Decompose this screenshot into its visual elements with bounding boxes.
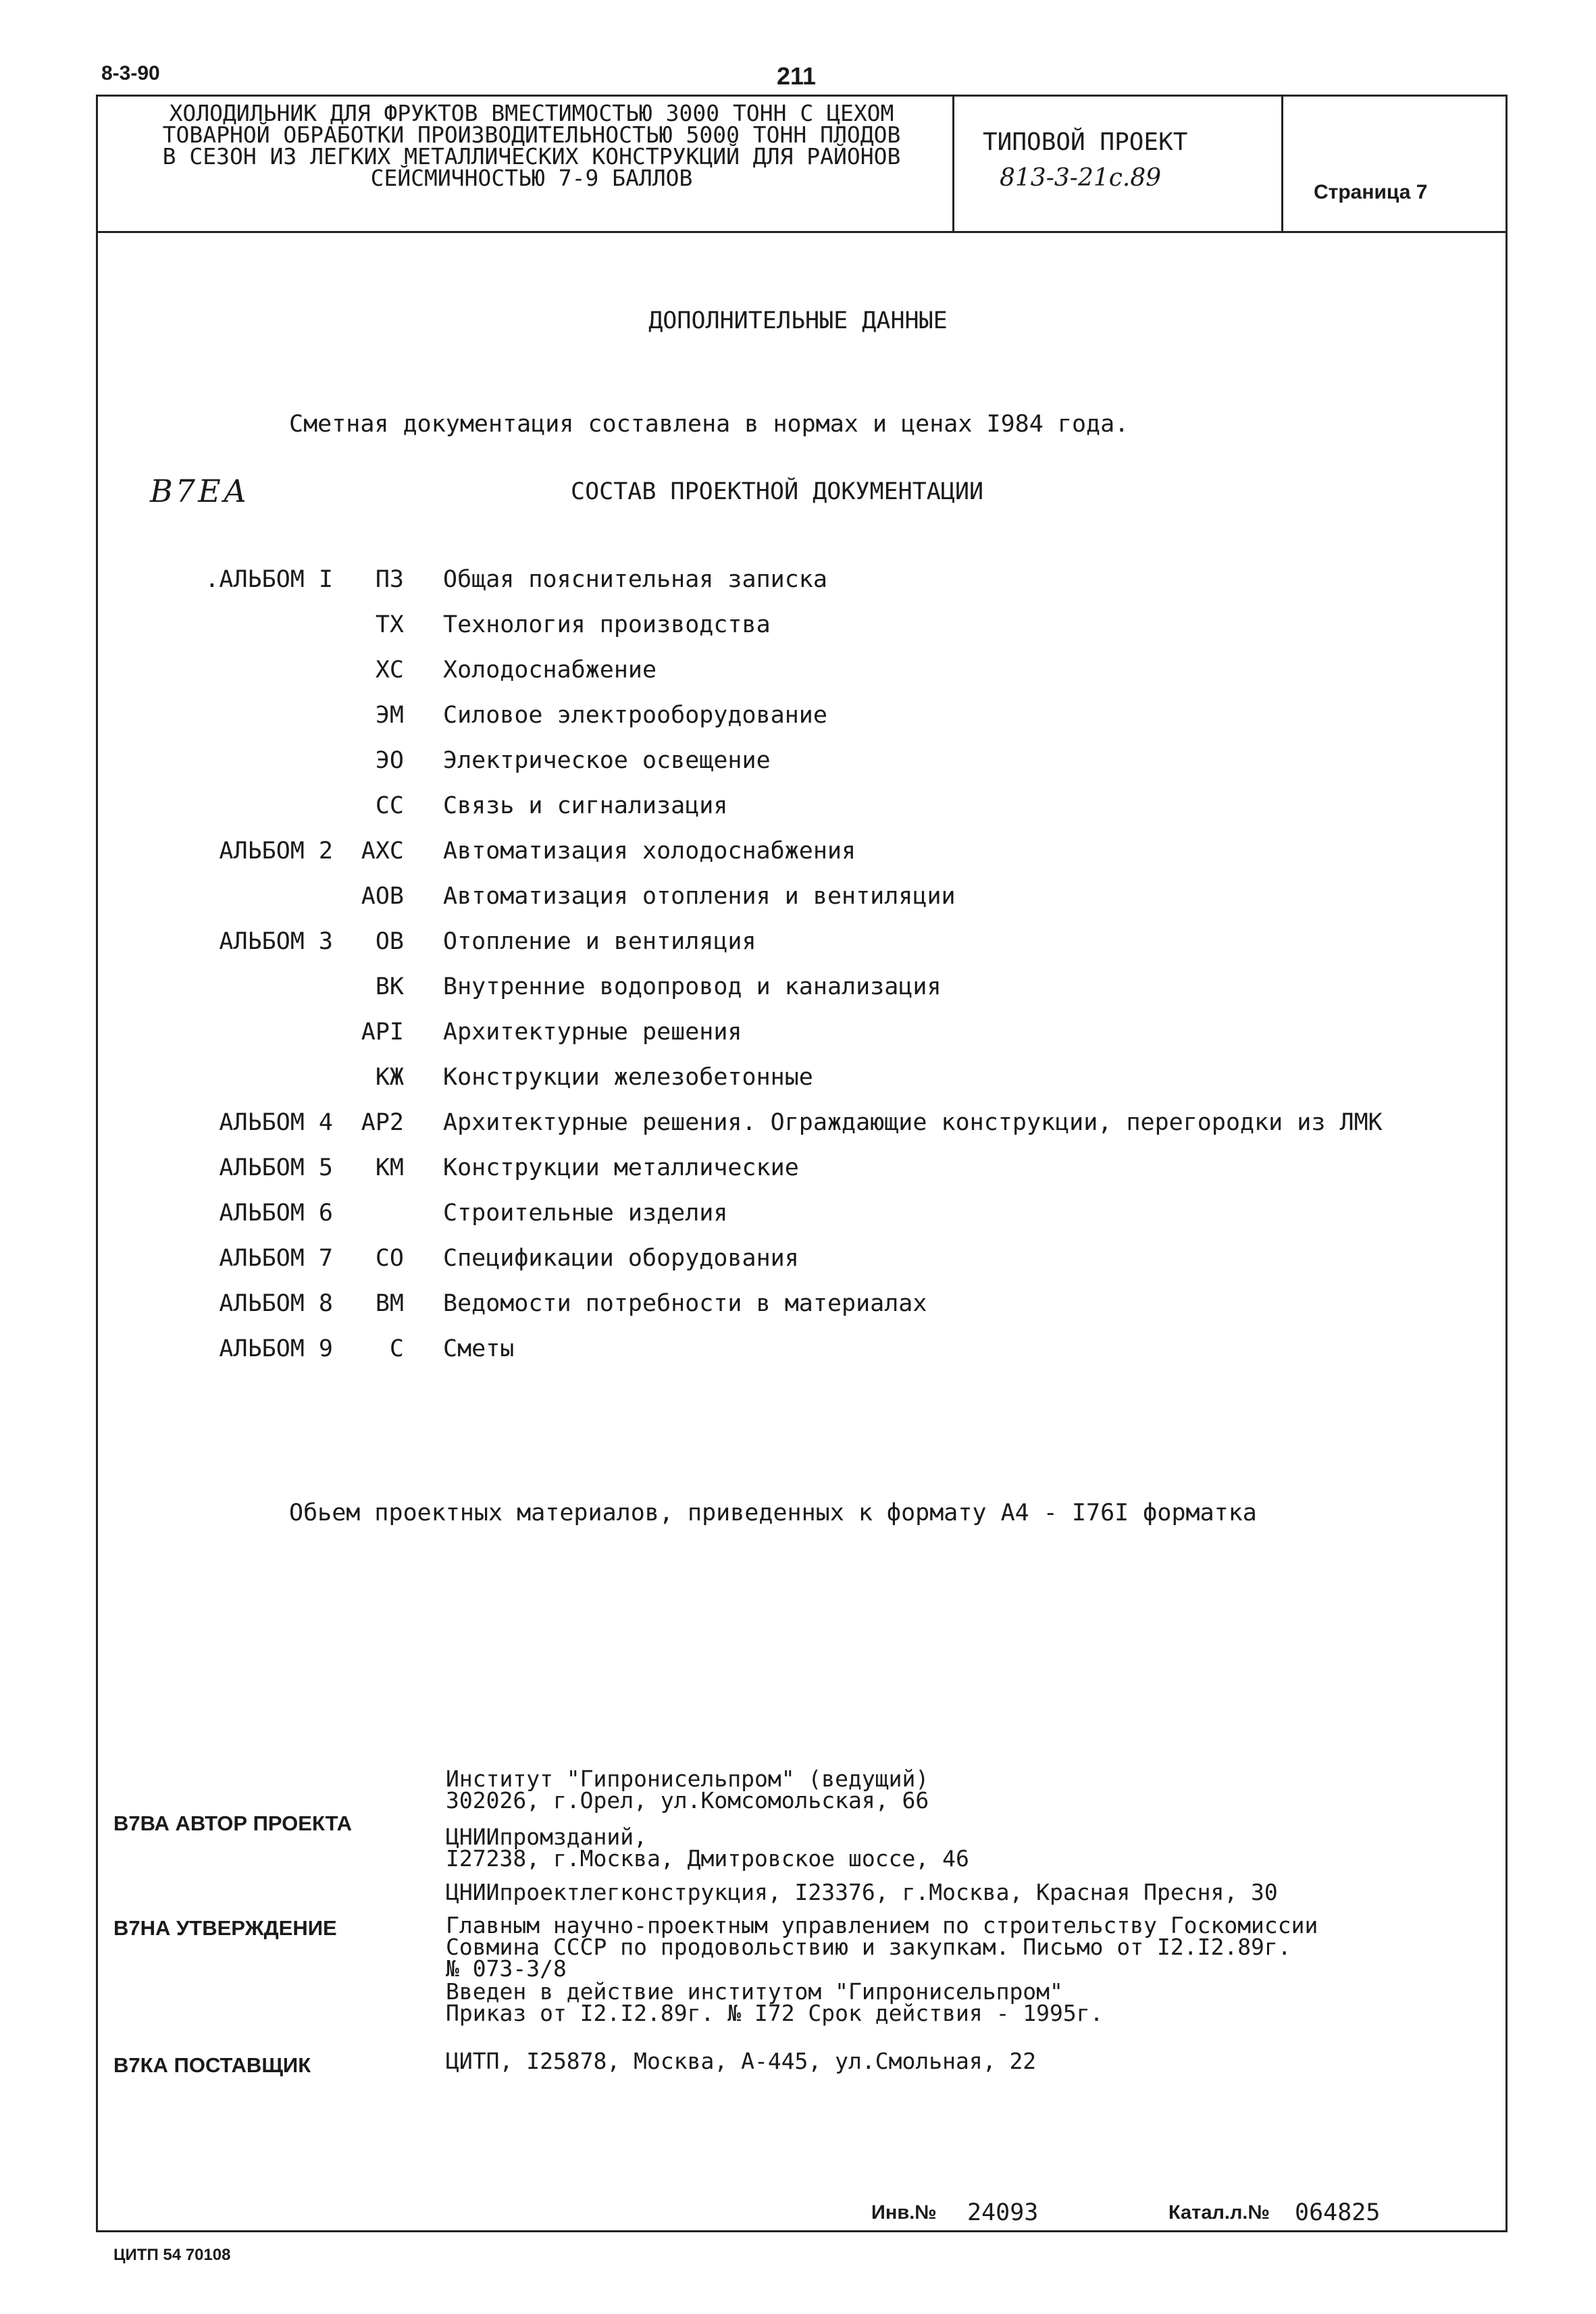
section-code: ВК <box>375 973 404 1000</box>
author-line: ЦНИИпромзданий, <box>446 1824 648 1850</box>
section-description: Силовое электрооборудование <box>443 702 827 729</box>
section-description: Ведомости потребности в материалах <box>443 1290 927 1317</box>
print-code: ЦИТП 54 70108 <box>113 2246 231 2264</box>
list-item <box>0 1154 1596 1193</box>
section-code: СО <box>375 1245 404 1272</box>
album-label: .АЛЬБОМ I <box>205 566 333 593</box>
section-description: Архитектурные решения <box>443 1019 742 1046</box>
approval-line: Совмина СССР по продовольствию и закупкам. Письмо от I2.I2.89г. <box>446 1934 1291 1960</box>
section-description: Автоматизация отопления и вентиляции <box>443 883 956 910</box>
album-label: АЛЬБОМ 9 <box>219 1335 333 1362</box>
album-label: АЛЬБОМ 3 <box>219 928 333 955</box>
approval-line: № 073-3/8 <box>446 1955 567 1982</box>
approval-line: Введен в действие институтом "Гипронисельпром" <box>446 1978 1063 2005</box>
section-code: ОВ <box>375 928 404 955</box>
list-item <box>0 657 1596 696</box>
section-description: Технология производства <box>443 611 771 638</box>
section-code: АРI <box>361 1019 404 1046</box>
section-description: Отопление и вентиляция <box>443 928 756 955</box>
list-item <box>0 1064 1596 1103</box>
section-code: КЖ <box>375 1064 404 1091</box>
section-code: АХС <box>361 838 404 865</box>
section-description: Строительные изделия <box>443 1200 728 1227</box>
section-description: Автоматизация холодоснабжения <box>443 838 856 865</box>
list-item <box>0 611 1596 650</box>
page-number: 211 <box>777 62 817 90</box>
estimate-note: Сметная документация составлена в нормах и ценах I984 года. <box>289 411 1129 438</box>
section-code: ТХ <box>375 611 404 638</box>
album-label: АЛЬБОМ 2 <box>219 838 333 865</box>
album-label: АЛЬБОМ 4 <box>219 1109 333 1136</box>
section-description: Сметы <box>443 1335 515 1362</box>
list-item <box>0 1109 1596 1148</box>
list-item <box>0 1200 1596 1239</box>
list-item <box>0 1245 1596 1284</box>
list-item <box>0 702 1596 741</box>
handwritten-code: В7ЕА <box>150 473 250 509</box>
list-item <box>0 973 1596 1012</box>
author-line: ЦНИИпроектлегконструкция, I23376, г.Москва, Красная Пресня, 30 <box>446 1879 1278 1905</box>
section-title: ДОПОЛНИТЕЛЬНЫЕ ДАННЫЕ <box>648 307 948 334</box>
title-block-divider <box>1281 95 1283 233</box>
section-code: ЭО <box>375 747 404 774</box>
section-code: ХС <box>375 657 404 684</box>
supplier-label: В7КА ПОСТАВЩИК <box>113 2053 311 2077</box>
author-label: В7ВА АВТОР ПРОЕКТА <box>113 1811 353 1835</box>
doc-code: 8-3-90 <box>101 62 160 84</box>
section-description: Электрическое освещение <box>443 747 771 774</box>
author-line: 302026, г.Орел, ул.Комсомольская, 66 <box>446 1787 929 1814</box>
list-item <box>0 883 1596 922</box>
album-label: АЛЬБОМ 7 <box>219 1245 333 1272</box>
composition-title: СОСТАВ ПРОЕКТНОЙ ДОКУМЕНТАЦИИ <box>571 478 984 505</box>
page-label: Страница 7 <box>1314 181 1428 203</box>
approval-label: В7НА УТВЕРЖДЕНИЕ <box>113 1916 337 1940</box>
list-item <box>0 566 1596 605</box>
section-code: СС <box>375 792 404 819</box>
section-code: ПЗ <box>375 566 404 593</box>
section-description: Внутренние водопровод и канализация <box>443 973 942 1000</box>
list-item <box>0 838 1596 877</box>
inventory-number: 24093 <box>967 2199 1039 2226</box>
section-description: Конструкции металлические <box>443 1154 799 1181</box>
section-description: Спецификации оборудования <box>443 1245 799 1272</box>
section-code: АР2 <box>361 1109 404 1136</box>
section-description: Общая пояснительная записка <box>443 566 827 593</box>
section-code: КМ <box>375 1154 404 1181</box>
section-code: АОВ <box>361 883 404 910</box>
section-description: Конструкции железобетонные <box>443 1064 813 1091</box>
project-title-line: ХОЛОДИЛЬНИК ДЛЯ ФРУКТОВ ВМЕСТИМОСТЬЮ 3000 ТОНН С ЦЕХОМ <box>169 100 894 126</box>
title-block-divider <box>952 95 954 233</box>
list-item <box>0 1019 1596 1058</box>
author-line: Институт "Гипронисельпром" (ведущий) <box>446 1766 929 1792</box>
section-code: ВМ <box>375 1290 404 1317</box>
list-item <box>0 747 1596 786</box>
project-title-line: В СЕЗОН ИЗ ЛЕГКИХ МЕТАЛЛИЧЕСКИХ КОНСТРУКЦИЙ ДЛЯ РАЙОНОВ <box>162 143 901 170</box>
inventory-label: Инв.№ <box>871 2202 937 2223</box>
album-label: АЛЬБОМ 6 <box>219 1200 333 1227</box>
supplier-line: ЦИТП, I25878, Москва, А-445, ул.Смольная, 22 <box>446 2048 1037 2074</box>
approval-line: Приказ от I2.I2.89г. № I72 Срок действия - 1995г. <box>446 2000 1104 2026</box>
section-description: Архитектурные решения. Ограждающие конструкции, перегородки из ЛМК <box>443 1109 1383 1136</box>
project-number: 813-3-21с.89 <box>1000 164 1162 192</box>
album-label: АЛЬБОМ 8 <box>219 1290 333 1317</box>
list-item <box>0 792 1596 831</box>
project-title-line: СЕЙСМИЧНОСТЬЮ 7-9 БАЛЛОВ <box>370 165 693 191</box>
project-title-line: ТОВАРНОЙ ОБРАБОТКИ ПРОИЗВОДИТЕЛЬНОСТЬЮ 5000 ТОНН ПЛОДОВ <box>162 122 901 148</box>
author-line: I27238, г.Москва, Дмитровское шоссе, 46 <box>446 1845 969 1872</box>
volume-note: Обьем проектных материалов, приведенных к формату А4 - I76I форматка <box>289 1499 1257 1526</box>
catalog-number: 064825 <box>1295 2199 1381 2226</box>
catalog-label: Катал.л.№ <box>1168 2202 1270 2223</box>
list-item <box>0 1335 1596 1374</box>
album-label: АЛЬБОМ 5 <box>219 1154 333 1181</box>
project-title <box>116 100 947 191</box>
list-item <box>0 1290 1596 1329</box>
section-description: Связь и сигнализация <box>443 792 728 819</box>
section-code: ЭМ <box>375 702 404 729</box>
approval-line: Главным научно-проектным управлением по строительству Госкомиссии <box>446 1912 1318 1938</box>
list-item <box>0 928 1596 967</box>
section-description: Холодоснабжение <box>443 657 657 684</box>
typical-project-label: ТИПОВОЙ ПРОЕКТ <box>983 128 1188 156</box>
section-code: С <box>389 1335 404 1362</box>
